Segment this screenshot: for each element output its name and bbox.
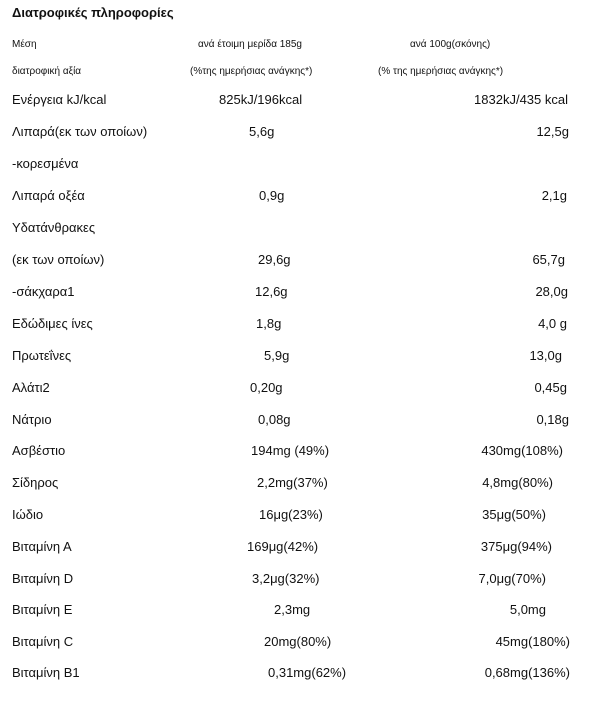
serving-value: 5,6g [249,124,275,139]
table-row [0,663,595,683]
per100-value: 375μg(94%) [480,539,552,554]
serving-value: 2,3mg [274,602,311,617]
table-row [0,154,595,174]
nutrient-label: Υδατάνθρακες [12,220,96,235]
per100-value: 2,1g [541,188,567,203]
table-row [0,410,595,430]
per100-value: 7,0μg(70%) [478,571,546,586]
serving-value: 1,8g [256,316,282,331]
nutrient-label: Βιταμίνη D [12,571,74,586]
table-row [0,186,595,206]
per100-value: 4,8mg(80%) [482,475,553,490]
nutrient-label: Νάτριο [12,412,52,427]
serving-value: 169μg(42%) [247,539,319,554]
serving-value: 5,9g [264,348,290,363]
per100-value: 1832kJ/435 kcal [474,92,568,107]
header-col-label-line2: διατροφική αξία [12,66,82,77]
per100-value: 45mg(180%) [495,634,570,649]
table-row [0,282,595,302]
nutrient-label: Βιταμίνη C [12,634,74,649]
page-title: Διατροφικές πληροφορίες [12,5,174,20]
nutrient-label: Βιταμίνη Α [12,539,72,554]
table-row [0,537,595,557]
nutrient-label: -κορεσμένα [12,156,79,171]
table-row [0,90,595,110]
nutrient-label: Σίδηρος [12,475,59,490]
table-row [0,250,595,270]
serving-value: 0,20g [250,380,283,395]
nutrient-label: Εδώδιμες ίνες [12,316,93,331]
table-row [0,314,595,334]
serving-value: 2,2mg(37%) [257,475,328,490]
nutrient-label: Λιπαρά(εκ των οποίων) [12,124,148,139]
header-col-serving-line1: ανά έτοιμη μερίδα 185g [198,39,302,50]
header-col-serving-line2: (%της ημερήσιας ανάγκης*) [190,66,313,77]
per100-value: 4,0 g [538,316,567,331]
table-row [0,346,595,366]
serving-value: 3,2μg(32%) [252,571,320,586]
per100-value: 65,7g [532,252,565,267]
table-row [0,441,595,461]
header-col-label-line1: Μέση [12,39,37,50]
per100-value: 0,18g [536,412,569,427]
nutrient-label: Λιπαρά οξέα [12,188,85,203]
table-row [0,218,595,238]
per100-value: 12,5g [536,124,569,139]
serving-value: 20mg(80%) [264,634,332,649]
nutrient-label: Ιώδιο [12,507,44,522]
table-row [0,473,595,493]
nutrient-label: Πρωτεΐνες [12,348,72,363]
table-row [0,600,595,620]
serving-value: 16μg(23%) [259,507,323,522]
table-row [0,569,595,589]
per100-value: 35μg(50%) [482,507,546,522]
nutrient-label: Αλάτι2 [12,380,50,395]
serving-value: 29,6g [258,252,291,267]
nutrient-label: Ενέργεια kJ/kcal [12,92,107,107]
table-row [0,505,595,525]
per100-value: 28,0g [535,284,568,299]
nutrient-label: -σάκχαρα1 [12,284,75,299]
nutrient-label: Βιταμίνη Ε [12,602,73,617]
table-row [0,122,595,142]
table-row [0,378,595,398]
per100-value: 430mg(108%) [481,443,563,458]
header-col-per100-line1: ανά 100g(σκόνης) [410,39,491,50]
per100-value: 13,0g [529,348,562,363]
table-row [0,632,595,652]
serving-value: 0,08g [258,412,291,427]
serving-value: 825kJ/196kcal [219,92,303,107]
serving-value: 12,6g [255,284,288,299]
header-col-per100-line2: (% της ημερήσιας ανάγκης*) [378,66,504,77]
nutrient-label: Ασβέστιο [12,443,66,458]
serving-value: 0,9g [259,188,285,203]
per100-value: 0,45g [534,380,567,395]
nutrient-label: (εκ των οποίων) [12,252,105,267]
nutrient-label: Βιταμίνη Β1 [12,665,80,680]
per100-value: 0,68mg(136%) [484,665,570,680]
per100-value: 5,0mg [509,602,546,617]
serving-value: 194mg (49%) [251,443,330,458]
serving-value: 0,31mg(62%) [268,665,347,680]
